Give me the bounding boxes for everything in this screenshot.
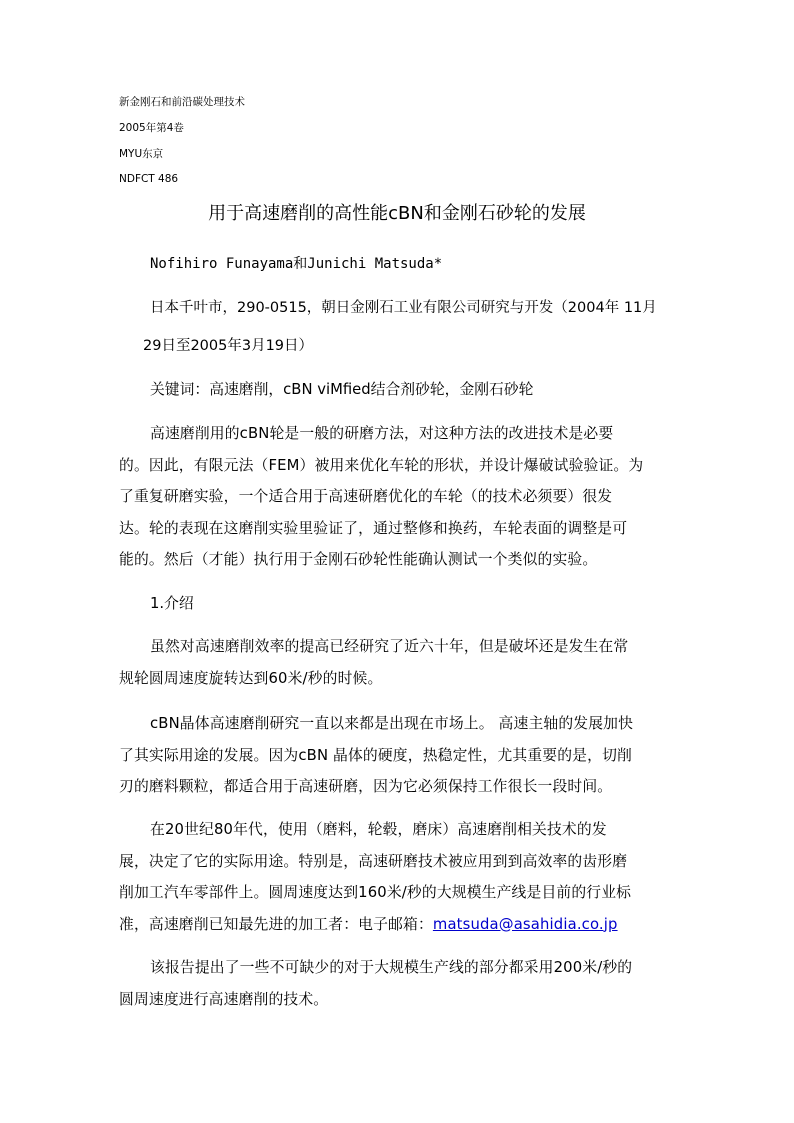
abstract-line: 高速磨削用的cBN轮是一般的研磨方法，对这种方法的改进技术是必要 [150, 425, 614, 442]
intro-paragraph-4 [119, 952, 679, 1015]
authors: Nofihiro Funayama和Junichi Matsuda* [150, 256, 443, 272]
affiliation-line-1: 日本千叶市，290-0515，朝日金刚石工业有限公司研究与开发（2004年 11月 [150, 300, 657, 316]
paragraph-line: 削加工汽车零部件上。圆周速度达到160米/秒的大规模生产线是目前的行业标 [119, 884, 632, 901]
paper-title: 用于高速磨削的高性能cBN和金刚石砂轮的发展 [208, 203, 586, 224]
intro-paragraph-1 [119, 631, 679, 694]
abstract-line: 能的。然后（才能）执行用于金刚石砂轮性能确认测试一个类似的实验。 [119, 551, 598, 568]
journal-code: NDFCT 486 [119, 173, 179, 185]
paragraph-line: 规轮圆周速度旋转达到60米/秒的时候。 [119, 669, 383, 687]
paragraph-line: 在20世纪80年代，使用（磨料，轮毂，磨床）高速磨削相关技术的发 [150, 821, 607, 838]
paragraph-line: 准，高速磨削已知最先进的加工者：电子邮箱：matsuda@asahidia.co.jp [119, 915, 618, 933]
section-heading-introduction: 1.介绍 [150, 595, 194, 612]
paragraph-line: 该报告提出了一些不可缺少的对于大规模生产线的部分都采用200米/秒的 [150, 959, 633, 976]
abstract-line: 达。轮的表现在这磨削实验里验证了，通过整修和换药，车轮表面的调整是可 [119, 519, 628, 537]
paragraph-line: 虽然对高速磨削效率的提高已经研究了近六十年，但是破坏还是发生在常 [150, 638, 629, 655]
abstract-line: 的。因此，有限元法（FEM）被用来优化车轮的形状，并设计爆破试验验证。为 [119, 456, 644, 474]
journal-name: 新金刚石和前沿碳处理技术 [119, 96, 245, 108]
journal-publisher: MYU东京 [119, 148, 164, 160]
paragraph-line: 了其实际用途的发展。因为cBN 晶体的硬度，热稳定性，尤其重要的是，切削 [119, 746, 632, 764]
abstract-line: 了重复研磨实验，一个适合用于高速研磨优化的车轮（的技术必须要）很发 [119, 488, 613, 505]
intro-paragraph-2 [119, 708, 679, 803]
journal-volume: 2005年第4卷 [119, 122, 184, 134]
paragraph-line: 展，决定了它的实际用途。特别是，高速研磨技术被应用到到高效率的齿形磨 [119, 852, 628, 870]
paragraph-line: 刃的磨料颗粒，都适合用于高速研磨，因为它必须保持工作很长一段时间。 [119, 778, 613, 795]
email-link[interactable]: matsuda@asahidia.co.jp [432, 915, 618, 933]
paragraph-line: 圆周速度进行高速磨削的技术。 [119, 990, 329, 1008]
affiliation-line-2: 29日至2005年3月19日） [143, 338, 314, 354]
keywords: 关键词：高速磨削，cBN viMfied结合剂砂轮，金刚石砂轮 [150, 381, 534, 398]
intro-paragraph-3 [119, 814, 679, 940]
paragraph-line: cBN晶体高速磨削研究一直以来都是出现在市场上。 高速主轴的发展加快 [150, 715, 634, 732]
abstract-paragraph [119, 418, 679, 576]
